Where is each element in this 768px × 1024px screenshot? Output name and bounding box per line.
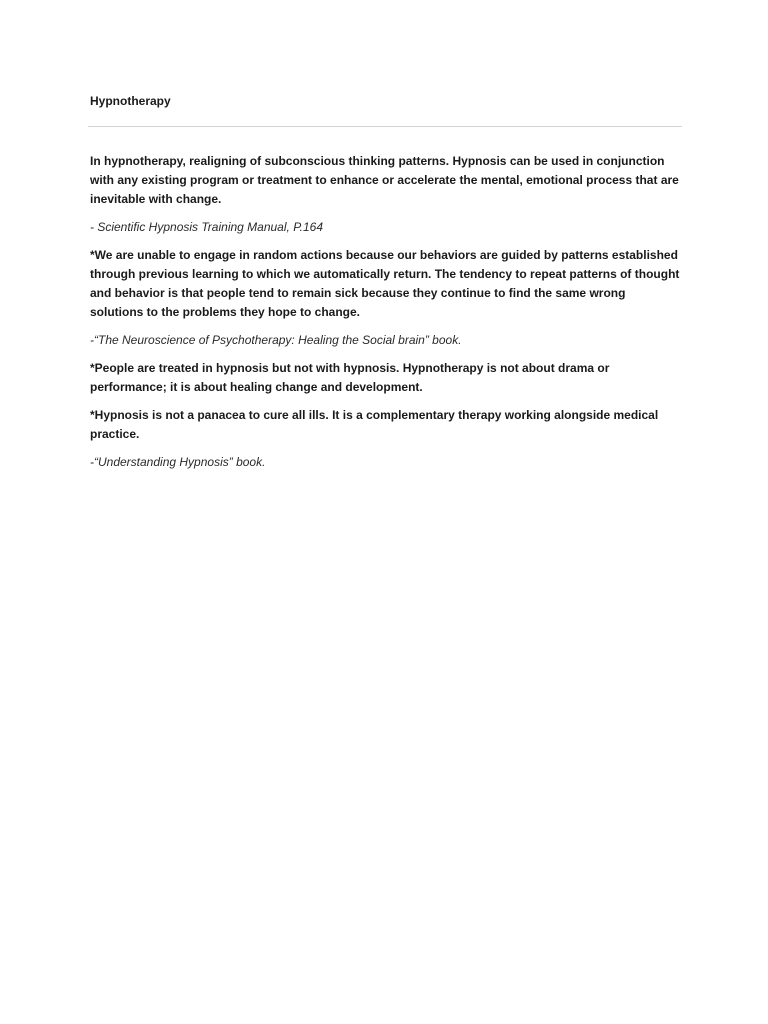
citation-training-manual: - Scientific Hypnosis Training Manual, P.164	[90, 220, 324, 234]
document-body	[90, 152, 682, 472]
document-page	[90, 92, 682, 481]
paragraph-treated: *People are treated in hypnosis but not with hypnosis. Hypnotherapy is not about drama or performance; it is about healing change and development.	[90, 361, 610, 394]
paragraph-panacea: *Hypnosis is not a panacea to cure all ills. It is a complementary therapy working alongside medical practice.	[90, 408, 659, 441]
paragraph-intro: In hypnotherapy, realigning of subconscious thinking patterns. Hypnosis can be used in conjunction with any existing program or treatment to enhance or accelerate the mental, emotional process that are inevitable with change.	[90, 154, 679, 206]
citation-understanding-hypnosis: -“Understanding Hypnosis” book.	[90, 455, 266, 469]
document-title: Hypnotherapy	[90, 94, 171, 108]
paragraph-patterns: *We are unable to engage in random actions because our behaviors are guided by patterns established through previous learning to which we automatically return. The tendency to repeat patterns of thought and behavior is that people tend to remain sick because they continue to find the same wrong solutions to the problems they hope to change.	[90, 248, 680, 319]
citation-neuroscience-book: -“The Neuroscience of Psychotherapy: Healing the Social brain” book.	[90, 333, 462, 347]
title-divider	[88, 126, 682, 127]
